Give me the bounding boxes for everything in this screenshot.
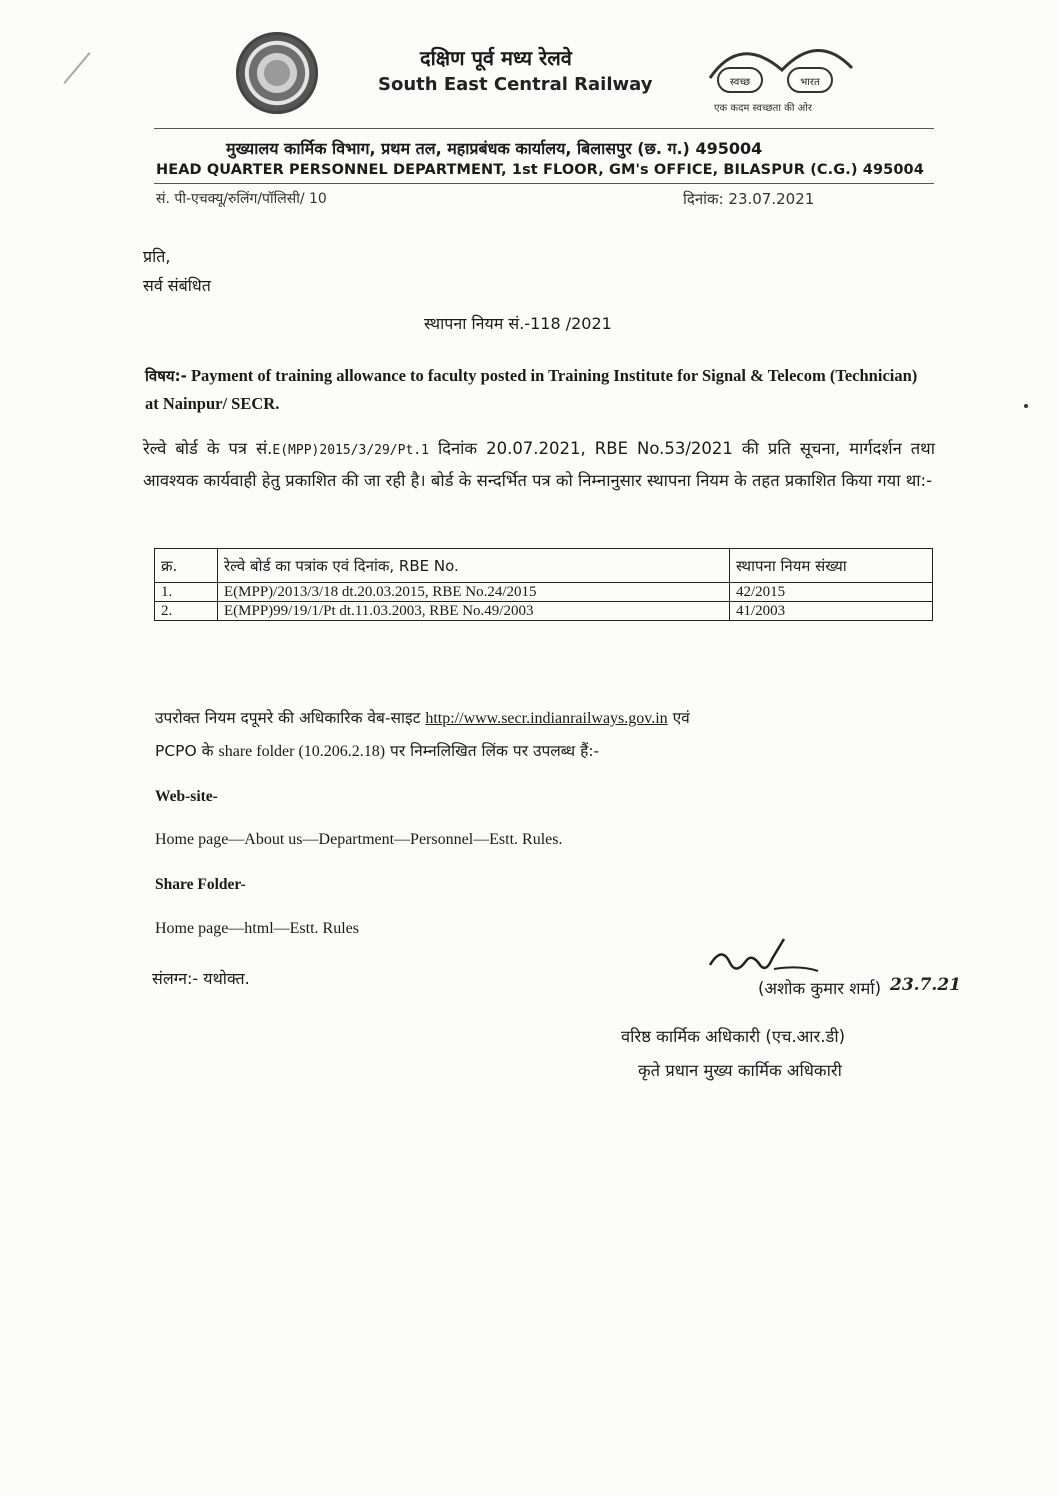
table-cell: 2. — [155, 602, 218, 621]
board-letter-number: E(MPP)2015/3/29/Pt.1 — [272, 443, 429, 458]
table-cell: E(MPP)99/19/1/Pt dt.11.03.2003, RBE No.49/2003 — [218, 602, 730, 621]
share-folder-heading: Share Folder- — [155, 876, 246, 893]
website-heading: Web-site- — [155, 788, 218, 805]
swachh-tagline: एक कदम स्वच्छता की ओर — [714, 103, 812, 114]
table-header: स्थापना नियम संख्या — [730, 549, 933, 583]
availability-paragraph — [155, 702, 945, 768]
scan-speck — [1024, 404, 1028, 408]
reference-number: सं. पी-एचक्यू/रुलिंग/पॉलिसी/ 10 — [156, 191, 327, 207]
addressee-label: प्रति, — [143, 247, 171, 266]
signatory-name: (अशोक कुमार शर्मा) — [758, 979, 882, 998]
enclosure: संलग्न:- यथोक्त. — [152, 969, 250, 988]
org-name-hindi: दक्षिण पूर्व मध्य रेलवे — [420, 46, 572, 70]
body-part-1: रेल्वे बोर्ड के पत्र सं. — [143, 439, 273, 458]
website-path: Home page—About us—Department—Personnel—Estt. Rules. — [155, 831, 563, 848]
table-header-row — [155, 549, 933, 583]
address-hindi: मुख्यालय कार्मिक विभाग, प्रथम तल, महाप्रबंधक कार्यालय, बिलासपुर (छ. ग.) 495004 — [226, 139, 763, 158]
availability-part-1: उपरोक्त नियम दपूमरे की अधिकारिक वेब-साइट — [155, 709, 426, 727]
address-english: HEAD QUARTER PERSONNEL DEPARTMENT, 1st FLOOR, GM's OFFICE, BILASPUR (C.G.) 495004 — [156, 162, 924, 178]
table-row — [155, 583, 933, 602]
table-header: रेल्वे बोर्ड का पत्रांक एवं दिनांक, RBE No. — [218, 549, 730, 583]
table-cell: E(MPP)/2013/3/18 dt.20.03.2015, RBE No.24/2015 — [218, 583, 730, 602]
table-cell: 42/2015 — [730, 583, 933, 602]
signatory-designation: वरिष्ठ कार्मिक अधिकारी (एच.आर.डी) — [621, 1027, 846, 1046]
reference-table — [154, 548, 933, 621]
availability-pcpo: PCPO के — [155, 742, 219, 760]
share-folder-address: share folder (10.206.2.18) — [218, 743, 386, 760]
svg-text:भारत: भारत — [800, 77, 820, 88]
body-paragraph — [143, 434, 935, 496]
subject — [145, 362, 935, 417]
railway-emblem-logo — [236, 32, 318, 114]
svg-text:23.7.21: 23.7.21 — [890, 975, 961, 995]
table-cell: 1. — [155, 583, 218, 602]
scan-mark — [63, 52, 90, 84]
availability-part-3: पर निम्नलिखित लिंक पर उपलब्ध हैं:- — [385, 742, 600, 760]
address-rule — [154, 183, 934, 184]
table-header: क्र. — [155, 549, 218, 583]
svg-text:स्वच्छ: स्वच्छ — [729, 77, 751, 88]
share-folder-path: Home page—html—Estt. Rules — [155, 920, 359, 937]
subject-text: Payment of training allowance to faculty posted in Training Institute for Signal & Telecom (Technician) at Nainpur/ SECR. — [145, 366, 918, 413]
table-cell: 41/2003 — [730, 602, 933, 621]
header-rule — [154, 128, 934, 129]
table-row — [155, 602, 933, 621]
signatory-on-behalf: कृते प्रधान मुख्य कार्मिक अधिकारी — [638, 1061, 842, 1080]
body-part-2: दिनांक 20.07.2021, RBE No.53/2021 की प्रति सूचना, मार्गदर्शन तथा आवश्यक कार्यवाही हेतु प्रकाशित की जा रही है। बोर्ड के सन्दर्भित पत्र को निम्नानुसार स्थापना नियम के तहत प्रकाशित किया गया था:- — [143, 439, 935, 490]
establishment-rule-number: स्थापना नियम सं.-118 /2021 — [424, 314, 612, 333]
website-link[interactable]: http://www.secr.indianrailways.gov.in — [425, 710, 668, 727]
availability-part-2: एवं — [667, 709, 690, 727]
subject-label: विषय:- — [145, 367, 187, 385]
letter-date: दिनांक: 23.07.2021 — [683, 190, 815, 208]
addressee-name: सर्व संबंधित — [143, 276, 211, 295]
org-name-english: South East Central Railway — [378, 74, 653, 95]
